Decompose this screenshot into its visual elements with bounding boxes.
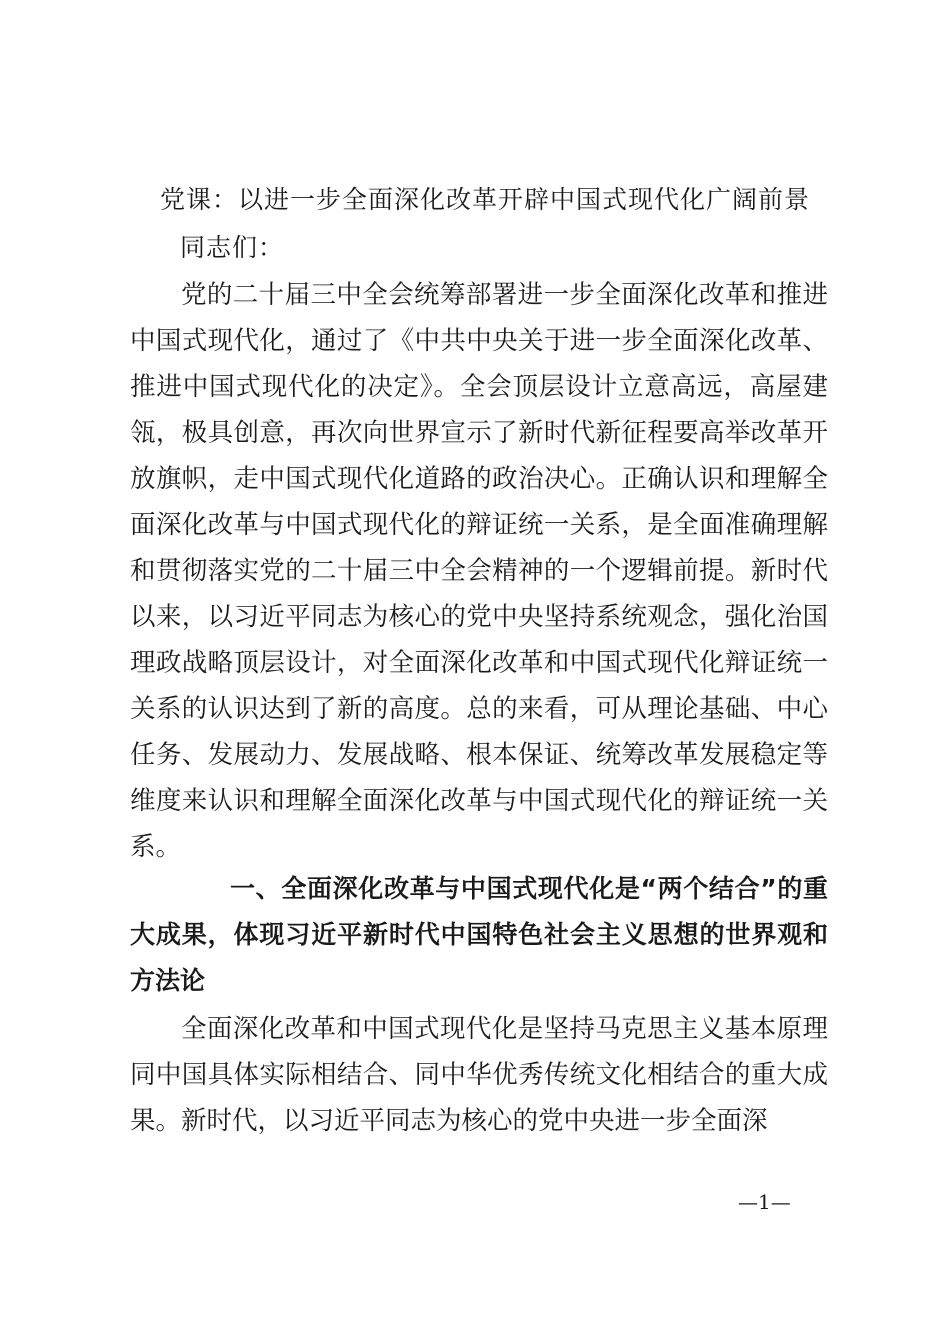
body-paragraph-1: 党的二十届三中全会统筹部署进一步全面深化改革和推进中国式现代化，通过了《中共中央关于进一步全面深化改革、推进中国式现代化的决定》。全会顶层设计立意高远，高屋建瓴，极具创意，再次向世界宣示了新时代新征程要高举改革开放旗帜，走中国式现代化道路的政治决心。正确认识和理解全面深化改革与中国式现代化的辩证统一关系，是全面准确理解和贯彻落实党的二十届三中全会精神的一个逻辑前提。新时代以来，以习近平同志为核心的党中央坚持系统观念，强化治国理政战略顶层设计，对全面深化改革和中国式现代化辩证统一关系的认识达到了新的高度。总的来看，可从理论基础、中心任务、发展动力、发展战略、根本保证、统筹改革发展稳定等维度来认识和理解全面深化改革与中国式现代化的辩证统一关系。 [130,280,828,862]
salutation: 同志们： [180,233,285,262]
body-paragraph-2: 全面深化改革和中国式现代化是坚持马克思主义基本原理同中国具体实际相结合、同中华优秀传统文化相结合的重大成果。新时代，以习近平同志为核心的党中央进一步全面深 [130,1014,828,1136]
page-number: —1— [738,1190,791,1214]
section-heading-1: 一、全面深化改革与中国式现代化是“两个结合”的重大成果，体现习近平新时代中国特色社会主义思想的世界观和方法论 [130,874,828,995]
document-title: 党课：以进一步全面深化改革开辟中国式现代化广阔前景 [160,185,811,214]
